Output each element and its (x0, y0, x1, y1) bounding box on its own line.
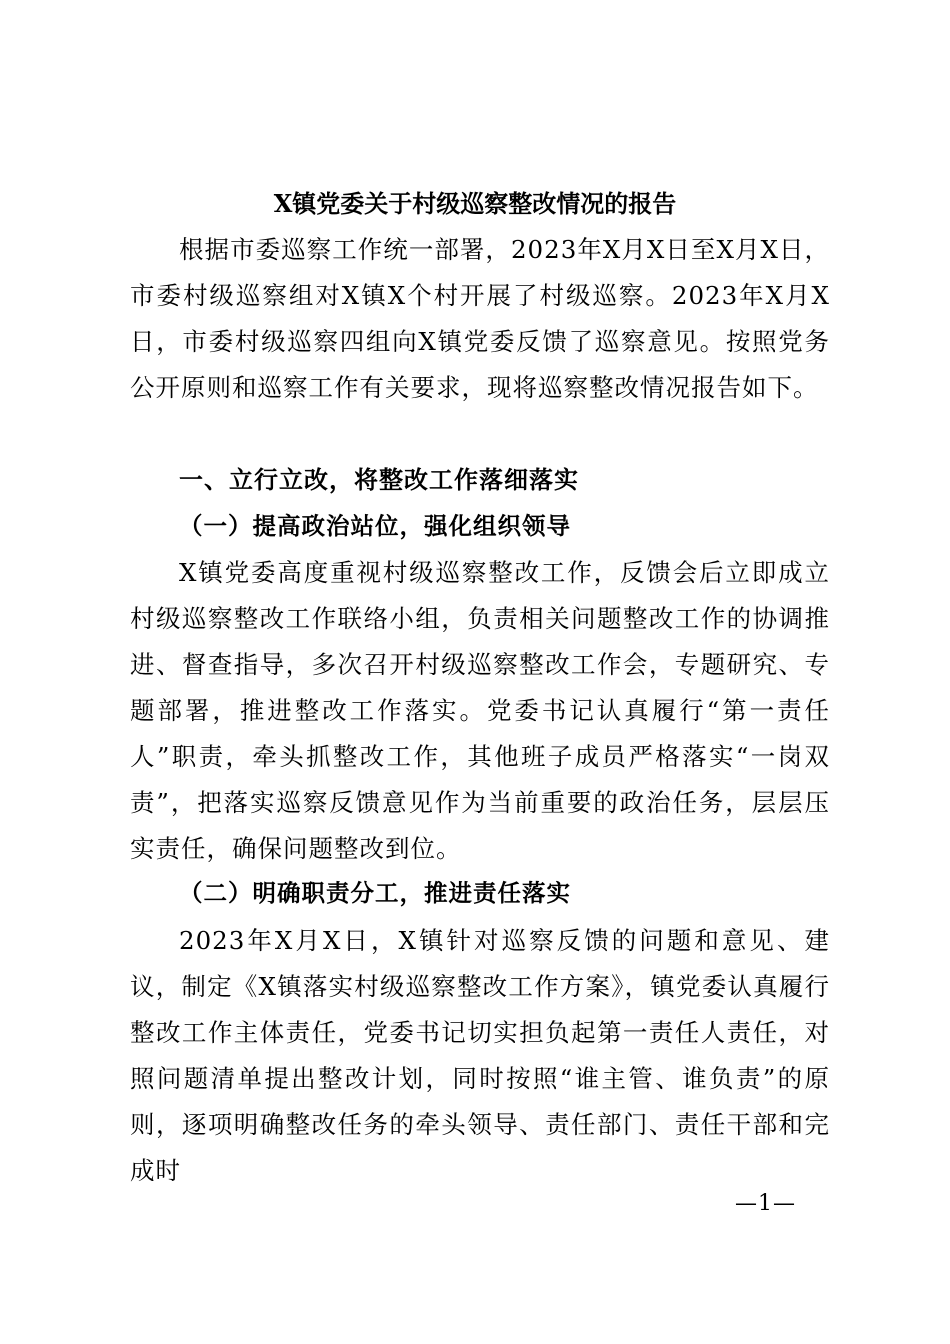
subsection-paragraph-1: X镇党委高度重视村级巡察整改工作，反馈会后立即成立村级巡察整改工作联络小组，负责相关问题整改工作的协调推进、督查指导，多次召开村级巡察整改工作会，专题研究、专题部署，推进整改工作落实。党委书记认真履行“第一责任人”职责，牵头抓整改工作，其他班子成员严格落实“一岗双责”，把落实巡察反馈意见作为当前重要的政治任务，层层压实责任，确保问题整改到位。 (130, 558, 830, 863)
intro-paragraph: 根据市委巡察工作统一部署，2023年X月X日至X月X日，市委村级巡察组对X镇X个村开展了村级巡察。2023年X月X日，市委村级巡察四组向X镇党委反馈了巡察意见。按照党务公开原则和巡察工作有关要求，现将巡察整改情况报告如下。 (130, 235, 830, 402)
document-title: X镇党委关于村级巡察整改情况的报告 (273, 189, 677, 218)
section-heading-1: 一、立行立改，将整改工作落细落实 (179, 466, 579, 494)
subsection-heading-1: （一）提高政治站位，强化组织领导 (179, 512, 571, 540)
subsection-paragraph-2: 2023年X月X日，X镇针对巡察反馈的问题和意见、建议，制定《X镇落实村级巡察整改工作方案》，镇党委认真履行整改工作主体责任，党委书记切实担负起第一责任人责任，对照问题清单提出整改计划，同时按照“谁主管、谁负责”的原则，逐项明确整改任务的牵头领导、责任部门、责任干部和完成时 (130, 926, 830, 1185)
subsection-heading-2: （二）明确职责分工，推进责任落实 (179, 879, 571, 907)
page-number: —1— (735, 1191, 796, 1216)
